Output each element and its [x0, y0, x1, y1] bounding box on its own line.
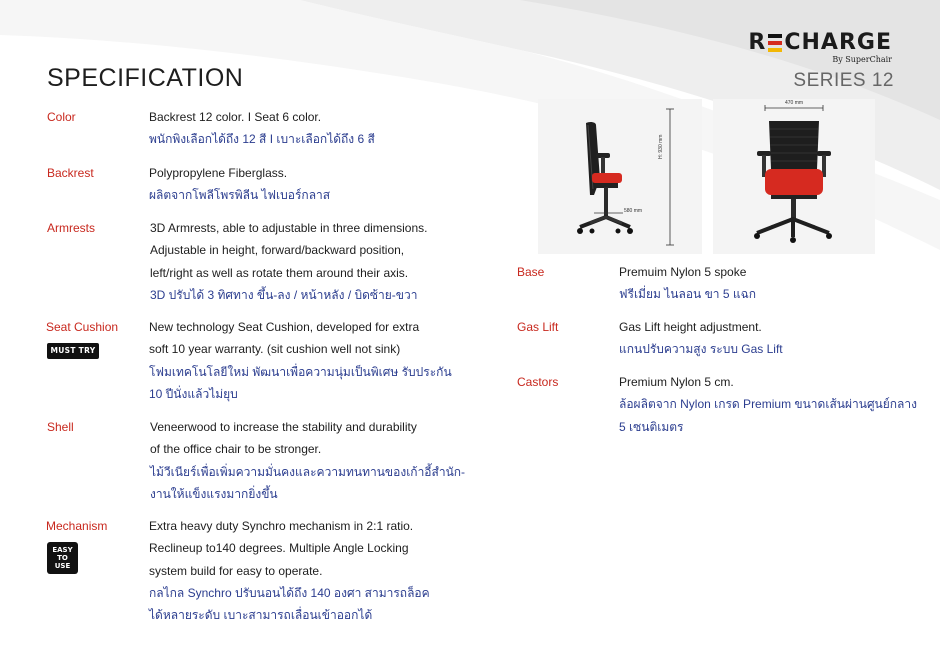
chair-side-illustration [538, 99, 702, 254]
spec-line-en: Polypropylene Fiberglass. [149, 166, 288, 180]
spec-line-th: 5 เซนติเมตร [619, 419, 684, 434]
brand-word-end: CHARGE [784, 30, 892, 55]
spec-line-en: 3D Armrests, able to adjustable in three dimensions. [150, 221, 428, 235]
page-title: SPECIFICATION [47, 64, 244, 92]
spec-line-th: ผลิตจากโพลีโพรพิลีน ไฟเบอร์กลาส [149, 188, 331, 203]
spec-line-en: Premium Nylon 5 cm. [619, 375, 734, 389]
spec-description [619, 261, 756, 306]
spec-description [150, 217, 427, 306]
spec-label: Castors [517, 375, 559, 389]
easy-to-use-badge-line: TO [57, 554, 68, 562]
spec-description [619, 316, 783, 361]
brand-logo [748, 30, 892, 64]
spec-line-th: ไม้วีเนียร์เพื่อเพิ่มความมั่นคงและความทนทานของเก้าอี้สำนัก- [150, 464, 466, 479]
spec-label: Seat Cushion [46, 320, 119, 334]
spec-description [149, 162, 330, 207]
spec-label: Shell [47, 420, 74, 434]
spec-description [149, 316, 452, 405]
spec-line-en: left/right as well as rotate them around their axis. [150, 265, 409, 280]
spec-line-th: งานให้แข็งแรงมากยิ่งขึ้น [150, 486, 278, 501]
spec-line-en: Veneerwood to increase the stability and durability [150, 420, 417, 434]
spec-label: Backrest [47, 166, 94, 180]
spec-label: Base [517, 265, 545, 279]
spec-line-th: ฟรีเมี่ยม ไนลอน ขา 5 แฉก [619, 287, 757, 302]
spec-label: Armrests [47, 221, 95, 235]
spec-line-th: 10 ปีนั่งแล้วไม่ยุบ [149, 386, 238, 401]
brand-subtitle: By SuperChair [832, 55, 892, 64]
series-label: SERIES 12 [793, 70, 894, 91]
spec-line-en: of the office chair to be stronger. [150, 442, 322, 457]
spec-label: Mechanism [46, 519, 108, 533]
spec-description [619, 371, 917, 438]
spec-line-th: แกนปรับความสูง ระบบ Gas Lift [619, 342, 783, 357]
easy-to-use-badge-line: USE [54, 562, 71, 570]
spec-line-en: Extra heavy duty Synchro mechanism in 2:1 ratio. [149, 519, 414, 533]
front-width-dimension: 470 mm [785, 100, 804, 106]
spec-line-th: กลไกล Synchro ปรับนอนได้ถึง 140 องศา สามารถล็อค [149, 585, 430, 600]
spec-line-en: Reclineup to140 degrees. Multiple Angle Locking [149, 541, 409, 556]
chair-side-view [538, 99, 702, 254]
brand-e-stripe [768, 41, 782, 45]
spec-line-en: soft 10 year warranty. (sit cushion well not sink) [149, 342, 401, 357]
spec-label: Color [47, 110, 76, 124]
spec-line-th: ได้หลายระดับ เบาะสามารถเลื่อนเข้าออกได้ [149, 608, 373, 623]
easy-to-use-badge [47, 542, 78, 574]
spec-description [150, 416, 465, 505]
spec-line-th: พนักพิงเลือกได้ถึง 12 สี I เบาะเลือกได้ถึง 6 สี [149, 132, 375, 147]
brand-wordmark [748, 30, 892, 55]
spec-description [149, 106, 375, 151]
side-depth-dimension: 580 mm [624, 208, 643, 214]
easy-to-use-badge-line: EASY [52, 546, 73, 554]
brand-e-stripe [768, 34, 782, 38]
spec-line-en: New technology Seat Cushion, developed for extra [149, 320, 420, 334]
spec-description [149, 515, 430, 626]
brand-e-stripe [768, 48, 782, 52]
spec-line-th: 3D ปรับได้ 3 ทิศทาง ขึ้น-ลง / หน้าหลัง / บิดซ้าย-ขวา [150, 287, 418, 302]
spec-line-en: Gas Lift height adjustment. [619, 320, 762, 334]
spec-line-th: ล้อผลิตจาก Nylon เกรด Premium ขนาดเส้นผ่านศูนย์กลาง [619, 397, 918, 412]
must-try-badge: MUST TRY [47, 343, 99, 359]
brand-e-stripes-icon [768, 34, 782, 52]
chair-front-view [713, 99, 875, 254]
spec-line-en: system build for easy to operate. [149, 563, 323, 578]
spec-line-en: Premuim Nylon 5 spoke [619, 265, 747, 279]
chair-front-illustration [713, 99, 875, 254]
spec-line-en: Backrest 12 color. I Seat 6 color. [149, 110, 322, 124]
spec-line-th: โฟมเทคโนโลยีใหม่ พัฒนาเพื่อความนุ่มเป็นพิเศษ รับประกัน [149, 364, 452, 379]
spec-line-en: Adjustable in height, forward/backward position, [150, 243, 405, 258]
side-height-dimension: H: 930 mm [658, 134, 664, 159]
spec-label: Gas Lift [517, 320, 559, 334]
brand-word-start: R [748, 30, 767, 55]
